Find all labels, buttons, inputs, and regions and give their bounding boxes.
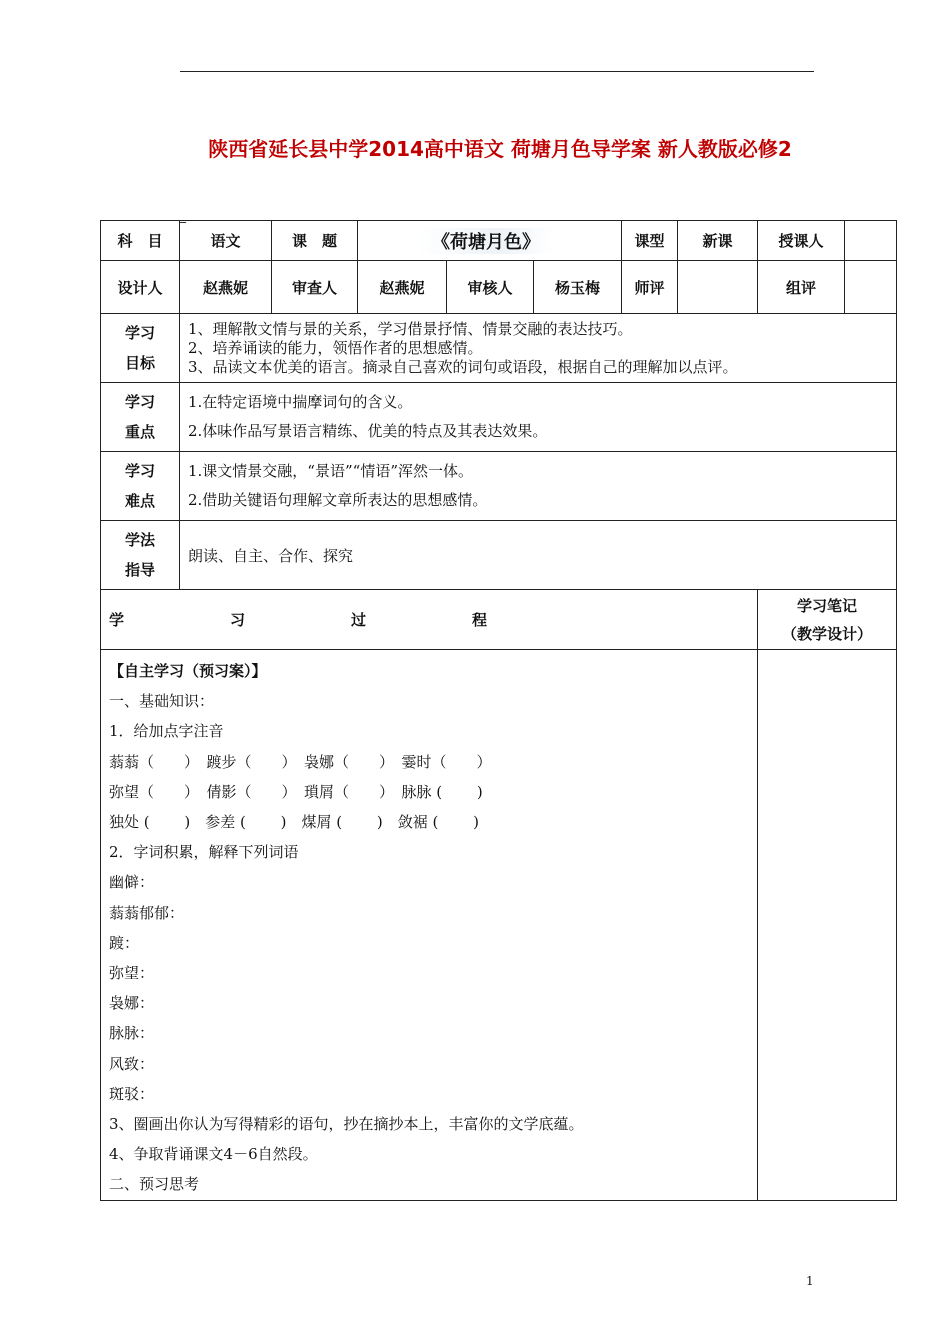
question-4: 4、争取背诵课文4－6自然段。 bbox=[109, 1145, 318, 1164]
goals-label: 学习 目标 bbox=[101, 314, 180, 383]
lesson-plan-table bbox=[100, 220, 897, 1201]
critic-label: 师评 bbox=[622, 261, 678, 314]
word-item: 蓊蓊郁郁： bbox=[109, 903, 185, 922]
reviewer-value: 赵燕妮 bbox=[358, 261, 447, 314]
designer-value: 赵燕妮 bbox=[180, 261, 272, 314]
goal-item: 1、理解散文情与景的关系，学习借景抒情、情景交融的表达技巧。 bbox=[188, 319, 633, 338]
topic-value-cell bbox=[358, 221, 622, 261]
goal-item: 2、培养诵读的能力，领悟作者的思想感情。 bbox=[188, 338, 483, 357]
checker-value: 杨玉梅 bbox=[534, 261, 622, 314]
word-item: 踱： bbox=[109, 933, 140, 952]
word-item: 弥望： bbox=[109, 964, 155, 983]
page-number: 1 bbox=[806, 1274, 814, 1288]
teacher-value bbox=[845, 221, 897, 261]
key-points-label: 学习 重点 bbox=[101, 383, 180, 452]
word-item: 幽僻： bbox=[109, 873, 155, 892]
critic-value bbox=[678, 261, 758, 314]
type-value: 新课 bbox=[678, 221, 758, 261]
subject-value: 语文 bbox=[180, 221, 272, 261]
info-row-2 bbox=[101, 261, 897, 314]
basics-heading: 一、基础知识： bbox=[109, 692, 215, 711]
pinyin-row-3: 独处 ( ) 参差 ( ) 煤屑 ( ) 敛裾 ( ) bbox=[109, 813, 479, 832]
word-item: 袅娜： bbox=[109, 994, 155, 1013]
header-rule bbox=[180, 71, 814, 72]
question-2: 2．字词积累，解释下列词语 bbox=[109, 843, 299, 862]
preview-heading: 二、预习思考 bbox=[109, 1175, 200, 1194]
pinyin-row-2: 弥望（ ） 倩影（ ） 瑣屑（ ） 脉脉 ( ) bbox=[109, 782, 483, 801]
process-body bbox=[101, 650, 758, 1201]
process-header-row bbox=[101, 590, 897, 650]
word-item: 脉脉： bbox=[109, 1024, 155, 1043]
method-content: 朗读、自主、合作、探究 bbox=[180, 521, 897, 590]
notes-heading: 学习笔记 （教学设计） bbox=[758, 590, 897, 650]
document-title: 陕西省延长县中学2014高中语文 荷塘月色导学案 新人教版必修2 bbox=[208, 137, 792, 161]
key-points-row bbox=[101, 383, 897, 452]
subject-label: 科 目 bbox=[101, 221, 180, 261]
method-label: 学法 指导 bbox=[101, 521, 180, 590]
group-value bbox=[845, 261, 897, 314]
difficulties-content bbox=[180, 452, 897, 521]
reviewer-label: 审查人 bbox=[272, 261, 358, 314]
word-item: 斑驳： bbox=[109, 1084, 155, 1103]
group-label: 组评 bbox=[758, 261, 845, 314]
teacher-label: 授课人 bbox=[758, 221, 845, 261]
info-row-1 bbox=[101, 221, 897, 261]
type-label: 课型 bbox=[622, 221, 678, 261]
question-1: 1．给加点字注音 bbox=[109, 722, 224, 741]
word-item: 风致： bbox=[109, 1054, 155, 1073]
checker-label: 审核人 bbox=[447, 261, 534, 314]
goals-row bbox=[101, 314, 897, 383]
goal-item: 3、品读文本优美的语言。摘录自己喜欢的词句或语段，根据自己的理解加以点评。 bbox=[188, 357, 738, 376]
difficulty-item: 1.课文情景交融，“景语”“情语”浑然一体。 bbox=[188, 462, 473, 480]
key-points-content bbox=[180, 383, 897, 452]
lesson-title: 《荷塘月色》 bbox=[418, 228, 554, 254]
dash-mark: _ bbox=[180, 209, 186, 223]
pinyin-row-1: 蓊蓊（ ） 踱步（ ） 袅娜（ ） 霎时（ ） bbox=[109, 752, 492, 771]
goals-content bbox=[180, 314, 897, 383]
process-heading: 学 习 过 程 bbox=[101, 590, 758, 650]
designer-label: 设计人 bbox=[101, 261, 180, 314]
section-title: 【自主学习（预习案）】 bbox=[109, 662, 267, 680]
key-point-item: 1.在特定语境中揣摩词句的含义。 bbox=[188, 393, 413, 411]
question-3: 3、圈画出你认为写得精彩的语句，抄在摘抄本上，丰富你的文学底蕴。 bbox=[109, 1115, 584, 1134]
key-point-item: 2.体味作品写景语言精练、优美的特点及其表达效果。 bbox=[188, 422, 548, 440]
difficulties-row bbox=[101, 452, 897, 521]
process-body-row bbox=[101, 650, 897, 1201]
notes-column bbox=[758, 650, 897, 1201]
difficulties-label: 学习 难点 bbox=[101, 452, 180, 521]
method-row bbox=[101, 521, 897, 590]
topic-label: 课 题 bbox=[272, 221, 358, 261]
difficulty-item: 2.借助关键语句理解文章所表达的思想感情。 bbox=[188, 491, 488, 509]
